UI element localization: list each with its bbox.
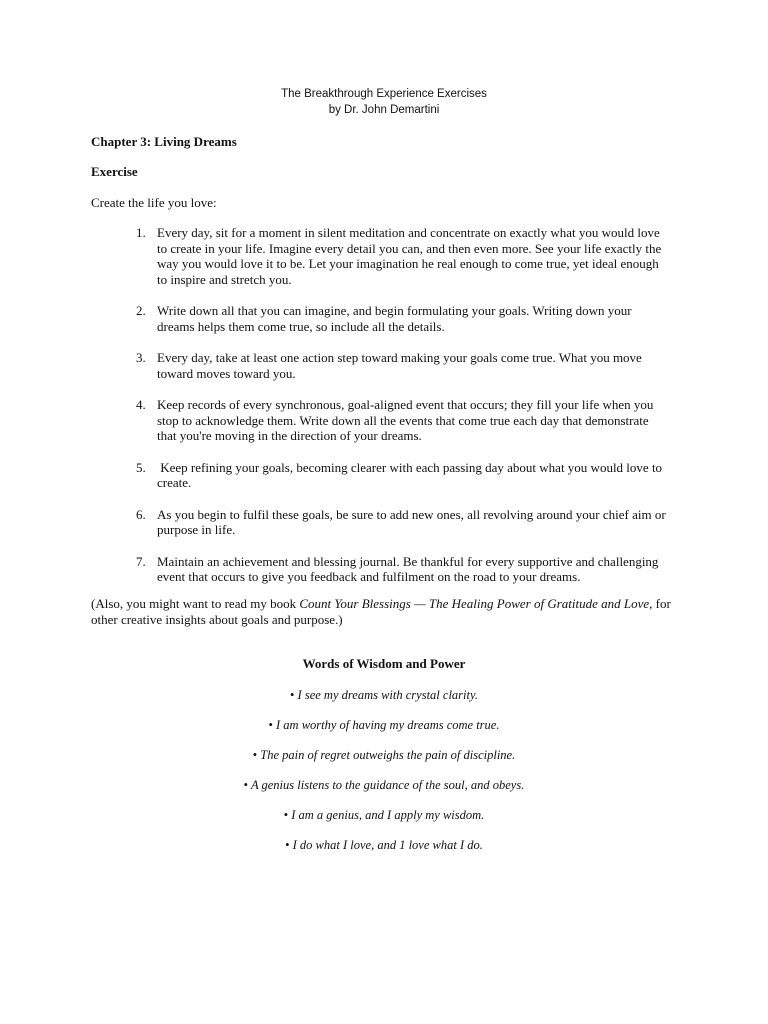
step-number: 5.	[136, 459, 146, 475]
bullet-icon: •	[252, 748, 258, 762]
bullet-icon: •	[285, 838, 290, 852]
step-number: 2.	[136, 303, 146, 318]
affirmation	[0, 748, 768, 764]
list-item	[130, 507, 670, 538]
step-text: Keep refining your goals, becoming clearer with each passing day about what you would love to create.	[157, 459, 666, 490]
step-number: 4.	[136, 397, 146, 412]
affirmation-text: I am worthy of having my dreams come true.	[276, 718, 500, 732]
step-text: Every day, take at least one action step toward making your goals come true. What you move toward moves toward you.	[157, 350, 642, 381]
step-number: 1.	[136, 225, 146, 240]
book-title: Count Your Blessings — The Healing Power of Gratitude and Love,	[299, 596, 653, 611]
step-number: 3.	[136, 350, 146, 365]
document-title: The Breakthrough Experience Exercises	[281, 88, 487, 100]
wisdom-heading: Words of Wisdom and Power	[302, 656, 466, 671]
step-number: 7.	[136, 553, 146, 569]
list-item	[130, 350, 670, 381]
bullet-icon: •	[243, 778, 249, 792]
list-item	[130, 397, 670, 444]
affirmation	[0, 838, 768, 854]
affirmation	[0, 718, 768, 734]
list-item	[130, 460, 670, 491]
step-text: Keep records of every synchronous, goal-aligned event that occurs; they fill your life when you stop to acknowledge them. Write down all the events that come true each day that demonstrate that you're moving in the direction of your dreams.	[157, 397, 654, 443]
affirmation	[0, 808, 768, 824]
document-author: by Dr. John Demartini	[328, 104, 440, 116]
affirmation-text: A genius listens to the guidance of the soul, and obeys.	[250, 778, 525, 792]
affirmation	[0, 688, 768, 704]
list-item	[130, 303, 670, 334]
exercise-heading: Exercise	[91, 164, 138, 179]
affirmation-text: I do what I love, and 1 love what I do.	[292, 838, 483, 852]
chapter-heading: Chapter 3: Living Dreams	[91, 134, 237, 149]
bullet-icon: •	[283, 808, 289, 822]
affirmation-text: The pain of regret outweighs the pain of discipline.	[260, 748, 516, 762]
list-item	[130, 554, 670, 585]
document-header	[0, 86, 768, 118]
affirmation	[0, 778, 768, 794]
list-item	[130, 225, 670, 287]
book-note	[91, 596, 671, 627]
step-text: Maintain an achievement and blessing journal. Be thankful for every supportive and challenging event that occurs to give you feedback and fulfilment on the road to your dreams.	[157, 553, 659, 584]
note-after: for other creative insights about goals and purpose.)	[91, 596, 671, 627]
exercise-steps-list	[130, 225, 670, 601]
affirmation-text: I am a genius, and I apply my wisdom.	[291, 808, 485, 822]
step-text: Write down all that you can imagine, and begin formulating your goals. Writing down your dreams helps them come true, so include all the details.	[157, 303, 632, 334]
note-before: (Also, you might want to read my book	[91, 596, 300, 611]
affirmation-text: I see my dreams with crystal clarity.	[297, 688, 478, 702]
bullet-icon: •	[290, 688, 295, 702]
intro-text: Create the life you love:	[91, 195, 217, 210]
step-number: 6.	[136, 506, 146, 522]
bullet-icon: •	[268, 718, 273, 732]
step-text: Every day, sit for a moment in silent meditation and concentrate on exactly what you would love to create in your life. Imagine every detail you can, and then even more. See your life exactly the way you would love it to be. Let your imagination he real enough to come true, yet ideal enough to inspire and stretch you.	[157, 225, 662, 287]
step-text: As you begin to fulfil these goals, be sure to add new ones, all revolving around your chief aim or purpose in life.	[157, 506, 666, 537]
